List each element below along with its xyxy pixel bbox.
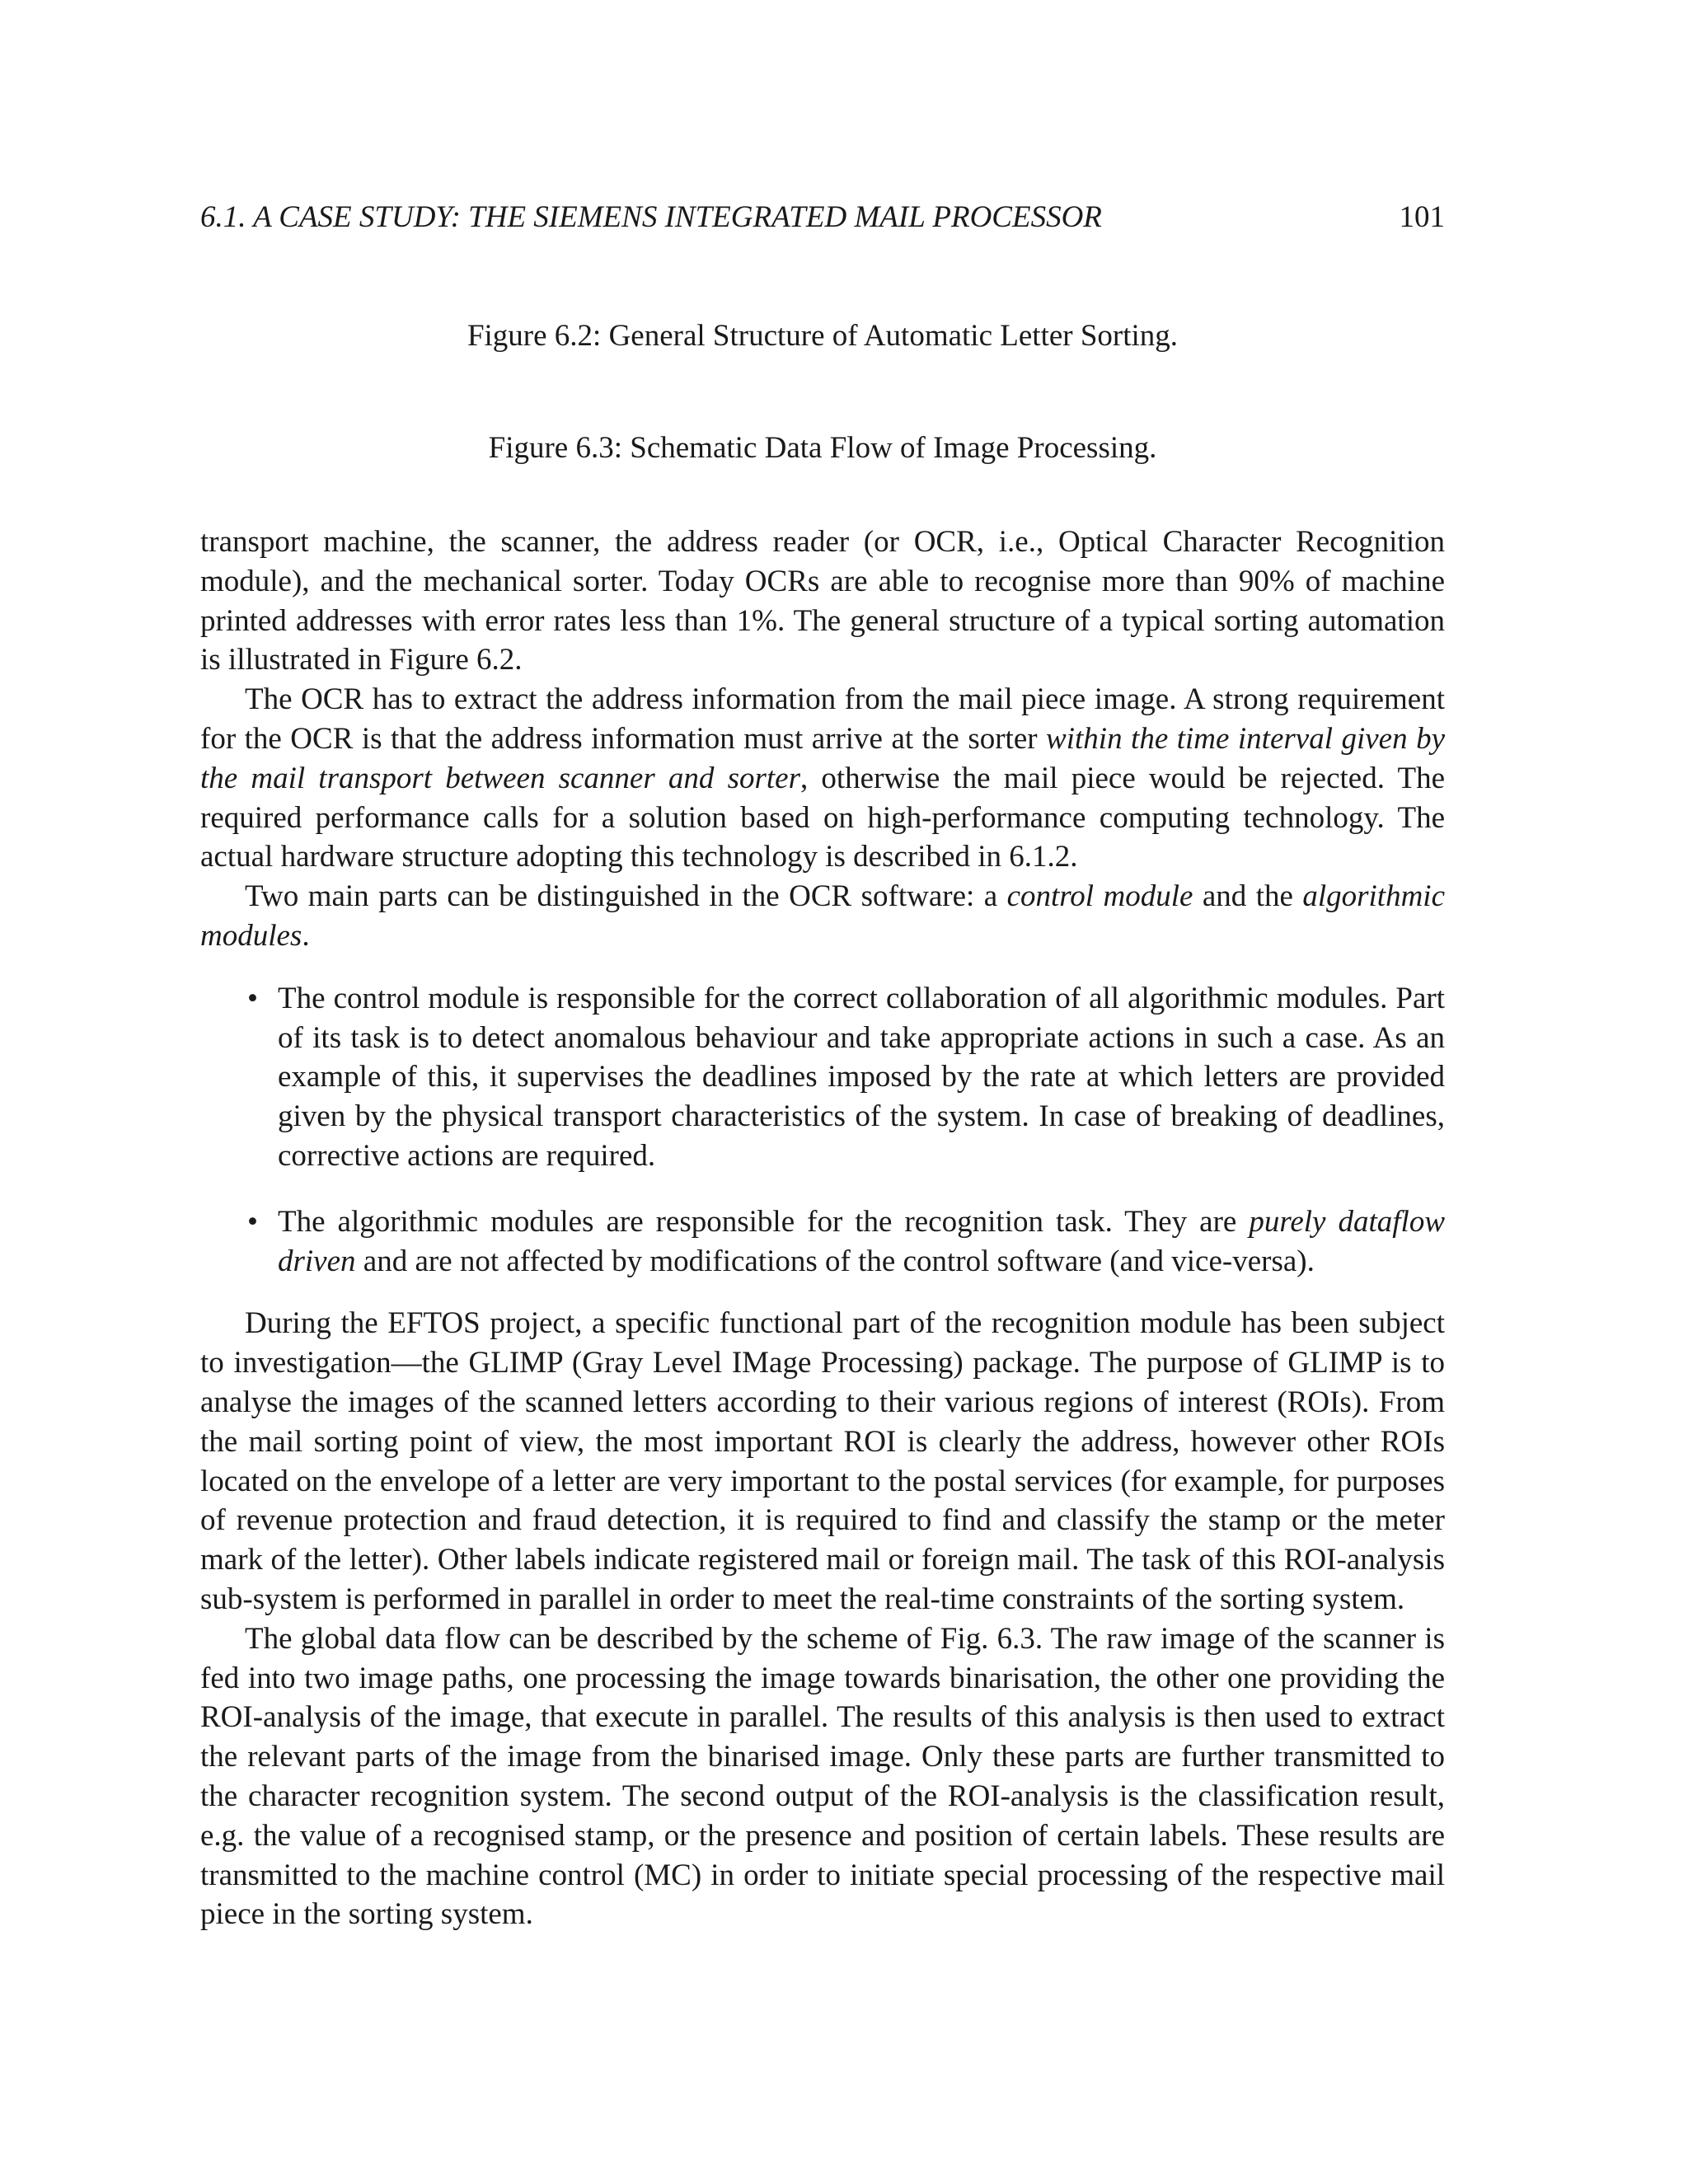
page-number: 101	[1399, 200, 1445, 234]
section-title: 6.1. A CASE STUDY: THE SIEMENS INTEGRATED MAIL PROCESSOR	[200, 200, 1102, 234]
body-text	[200, 523, 1445, 1934]
paragraph-3-text-c: .	[302, 918, 310, 953]
paragraph-2-text-b: , otherwise the mail piece would be rejected. The required performance calls for a solution based on high-performance computing technology. The actual hardware structure adopting this technology is described in 6.1.2.	[200, 761, 1445, 874]
paragraph-2	[200, 680, 1445, 877]
bullet-icon: •	[247, 1204, 258, 1239]
paragraph-2-emphasis: within the time interval given by the mail transport between scanner and sorter	[200, 721, 1445, 795]
list-item	[200, 1202, 1445, 1282]
list-item-text-a: The algorithmic modules are responsible for the recognition task. They are	[278, 1204, 1250, 1239]
paragraph-3-emphasis-algorithmic: algorithmic modules	[200, 879, 1445, 953]
paragraph-1: transport machine, the scanner, the address reader (or OCR, i.e., Optical Character Recognition module), and the mechanical sorter. Today OCRs are able to recognise more than 90% of machine printed addresses with error rates less than 1%. The general structure of a typical sorting automation is illustrated in Figure 6.2.	[200, 525, 1445, 677]
list-item	[200, 979, 1445, 1176]
paragraph-3-text-a: Two main parts can be distinguished in the OCR software: a	[245, 879, 1007, 914]
bullet-icon: •	[247, 981, 258, 1015]
paragraph-4: During the EFTOS project, a specific functional part of the recognition module has been subject to investigation—the GLIMP (Gray Level IMage Processing) package. The purpose of GLIMP is to analyse the images of the scanned letters according to their various regions of interest (ROIs). From the mail sorting point of view, the most important ROI is clearly the address, however other ROIs located on the envelope of a letter are very important to the postal services (for example, for purposes of revenue protection and fraud detection, it is required to find and classify the stamp or the meter mark of the letter). Other labels indicate registered mail or foreign mail. The task of this ROI-analysis sub-system is performed in parallel in order to meet the real-time constraints of the sorting system.	[200, 1306, 1445, 1616]
bullet-list	[200, 979, 1445, 1282]
list-item-emphasis: purely dataflow driven	[278, 1204, 1445, 1278]
paragraph-3-emphasis-control: control module	[1006, 879, 1193, 914]
page	[200, 0, 1445, 2184]
list-item-text-b: and are not affected by modifications of the control software (and vice-versa).	[355, 1244, 1315, 1278]
paragraph-3	[200, 877, 1445, 956]
figure-caption-6-3: Figure 6.3: Schematic Data Flow of Image Processing.	[488, 431, 1157, 465]
running-header	[200, 199, 1445, 236]
paragraph-3-text-b: and the	[1193, 879, 1303, 914]
paragraph-2-text-a: The OCR has to extract the address information from the mail piece image. A strong requirement for the OCR is that the address information must arrive at the sorter	[200, 682, 1445, 756]
figure-caption-6-2: Figure 6.2: General Structure of Automatic Letter Sorting.	[467, 319, 1179, 353]
paragraph-5: The global data flow can be described by the scheme of Fig. 6.3. The raw image of the scanner is fed into two image paths, one processing the image towards binarisation, the other one providing the ROI-analysis of the image, that execute in parallel. The results of this analysis is then used to extract the relevant parts of the image from the binarised image. Only these parts are further transmitted to the character recognition system. The second output of the ROI-analysis is the classification result, e.g. the value of a recognised stamp, or the presence and position of certain labels. These results are transmitted to the machine control (MC) in order to initiate special processing of the respective mail piece in the sorting system.	[200, 1621, 1445, 1932]
list-item-text: The control module is responsible for the correct collaboration of all algorithmic modules. Part of its task is to detect anomalous behaviour and take appropriate actions in such a case. As an example of this, it supervises the deadlines imposed by the rate at which letters are provided given by the physical transport characteristics of the system. In case of breaking of deadlines, corrective actions are required.	[278, 981, 1445, 1173]
